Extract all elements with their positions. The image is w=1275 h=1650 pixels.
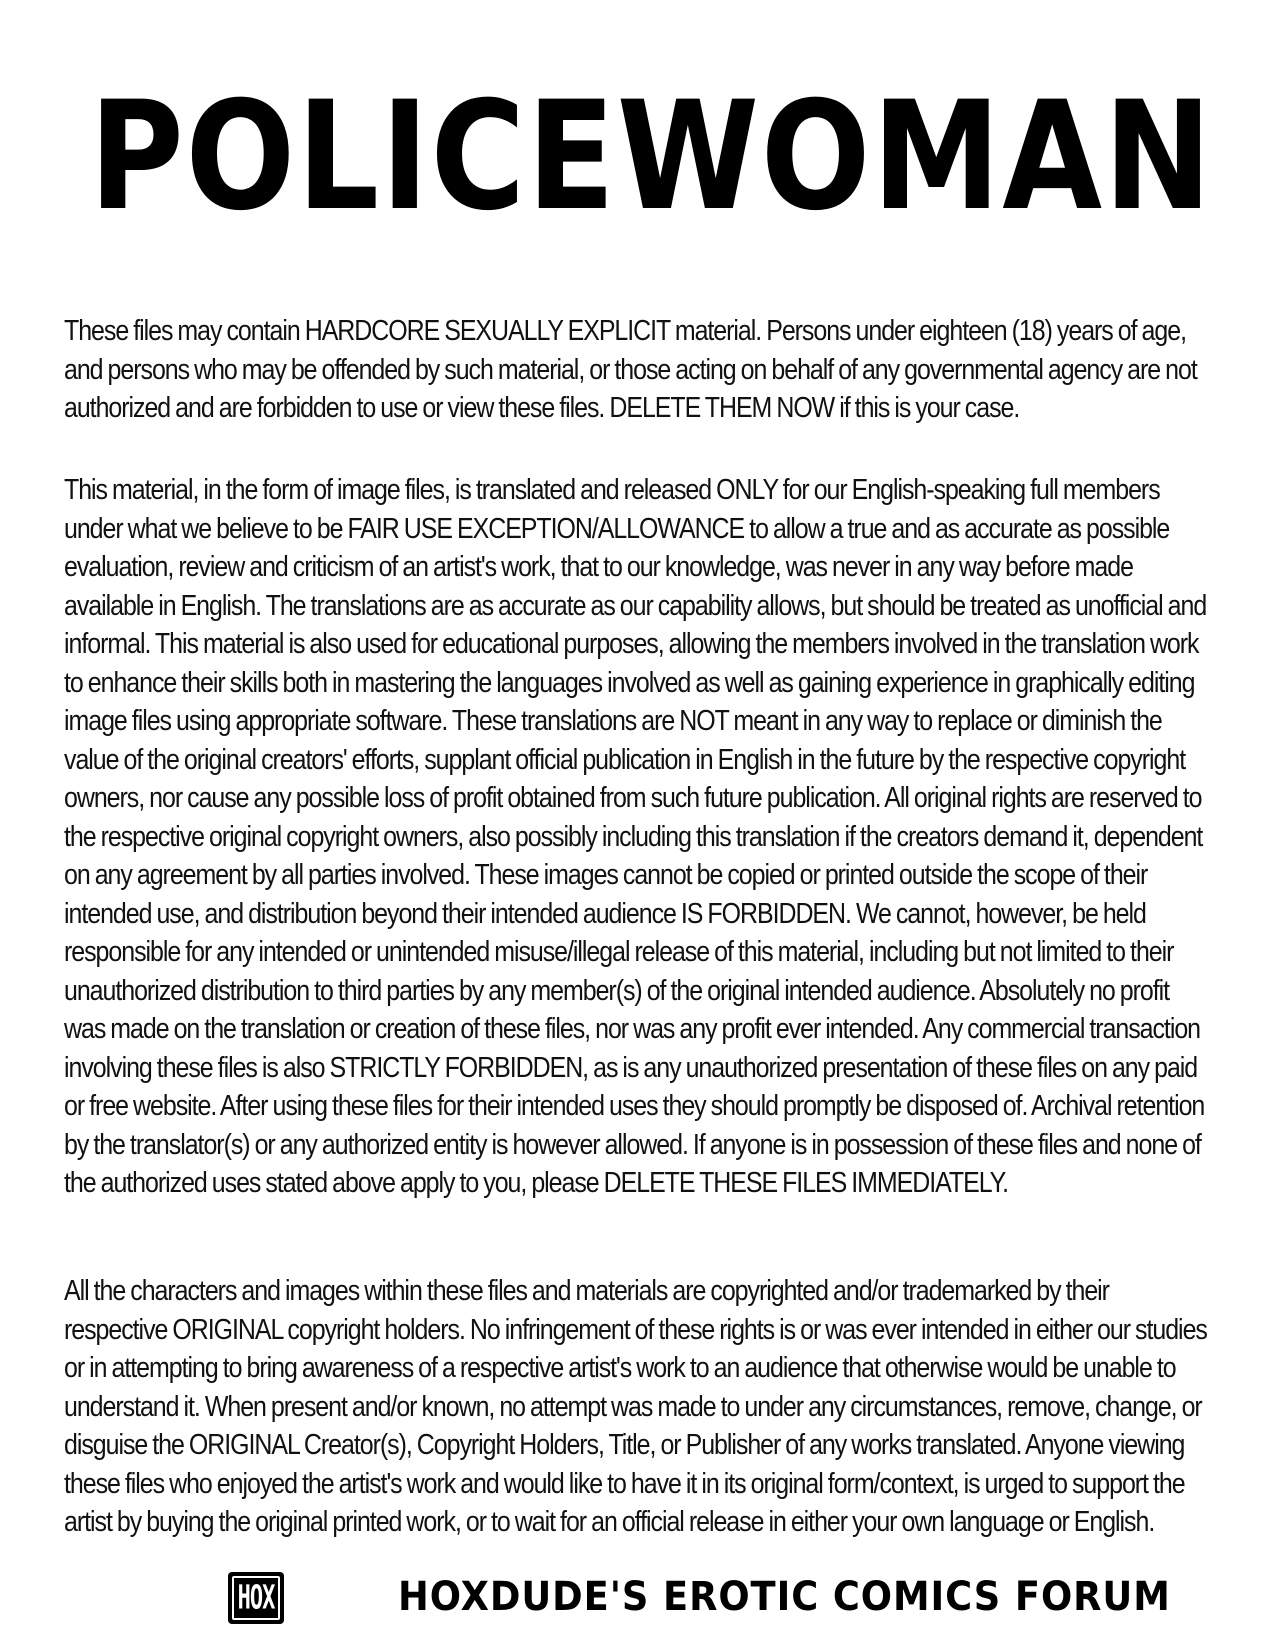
forum-name: HOXDUDE'S EROTIC COMICS FORUM xyxy=(398,1574,1171,1620)
hox-logo xyxy=(228,1572,284,1624)
hox-logo-text: HOX xyxy=(237,1579,275,1617)
disclaimer-paragraph-fair-use: This material, in the form of image files, is translated and released ONLY for our English-speaking full members under what we believe to be FAIR USE EXCEPTION/ALLOWANCE to allow a true and as accurate as possible evaluation, review and criticism of an artist's work, that to our knowledge, was never in any way before made available in English. The translations are as accurate as our capability allows, but should be treated as unofficial and informal. This material is also used for educational purposes, allowing the members involved in the translation work to enhance their skills both in mastering the languages involved as well as gaining experience in graphically editing image files using appropriate software. These translations are NOT meant in any way to replace or diminish the value of the original creators' efforts, supplant official publication in English in the future by the respective copyright owners, nor cause any possible loss of profit obtained from such future publication. All original rights are reserved to the respective original copyright owners, also possibly including this translation if the creators demand it, dependent on any agreement by all parties involved. These images cannot be copied or printed outside the scope of their intended use, and distribution beyond their intended audience IS FORBIDDEN. We cannot, however, be held responsible for any intended or unintended misuse/illegal release of this material, including but not limited to their unauthorized distribution to third parties by any member(s) of the original intended audience. Absolutely no profit was made on the translation or creation of these files, nor was any profit ever intended. Any commercial transaction involving these files is also STRICTLY FORBIDDEN, as is any unauthorized presentation of these files on any paid or free website. After using these files for their intended uses they should promptly be disposed of. Archival retention by the translator(s) or any authorized entity is however allowed. If anyone is in possession of these files and none of the authorized uses stated above apply to you, please DELETE THESE FILES IMMEDIATELY. xyxy=(64,474,1207,1199)
footer xyxy=(0,1568,1275,1630)
disclaimer-paragraph-copyright: All the characters and images within these files and materials are copyrighted and/or trademarked by their respective ORIGINAL copyright holders. No infringement of these rights is or was ever intended in either our studies or in attempting to bring awareness of a respective artist's work to an audience that otherwise would be unable to understand it. When present and/or known, no attempt was made to under any circumstances, remove, change, or disguise the ORIGINAL Creator(s), Copyright Holders, Title, or Publisher of any works translated. Anyone viewing these files who enjoyed the artist's work and would like to have it in its original form/context, is urged to support the artist by buying the original printed work, or to wait for an official release in either your own language or English. xyxy=(64,1275,1207,1538)
hox-logo-frame xyxy=(232,1576,280,1620)
disclaimer-paragraph-explicit: These files may contain HARDCORE SEXUALLY EXPLICIT material. Persons under eighteen (18) years of age, and persons who may be offended by such material, or those acting on behalf of any governmental agency are not authorized and are forbidden to use or view these files. DELETE THEM NOW if this is your case. xyxy=(64,315,1197,424)
page-title: POLICEWOMAN xyxy=(89,70,1214,244)
